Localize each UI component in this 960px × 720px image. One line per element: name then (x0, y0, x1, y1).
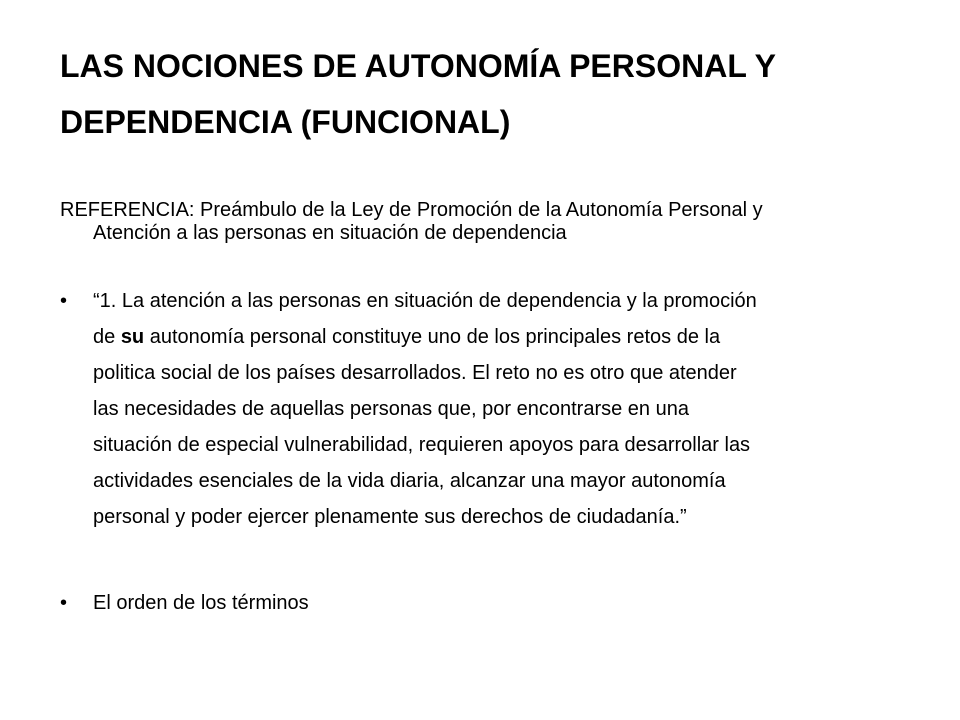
bullet-icon: • (60, 290, 68, 312)
quote-text (93, 283, 923, 535)
slide-title-line-2: DEPENDENCIA (FUNCIONAL) (60, 104, 511, 140)
quote-line-3: politica social de los países desarrollados. El reto no es otro que atender (93, 362, 737, 384)
quote-bold-word: su (120, 326, 145, 348)
quote-line-7: personal y poder ejercer plenamente sus derechos de ciudadanía.” (93, 506, 687, 528)
quote-line-5: situación de especial vulnerabilidad, requieren apoyos para desarrollar las (93, 434, 751, 456)
terms-body (93, 585, 923, 621)
quote-line-1: “1. La atención a las personas en situación de dependencia y la promoción (93, 290, 757, 312)
quote-line-2-end: autonomía personal constituye uno de los principales retos de la (144, 326, 721, 348)
quote-line-2-start: de (93, 326, 121, 348)
reference-line-2: Atención a las personas en situación de dependencia (93, 222, 567, 244)
reference-line-1: REFERENCIA: Preámbulo de la Ley de Promoción de la Autonomía Personal y (60, 199, 763, 221)
slide-title-line-1: LAS NOCIONES DE AUTONOMÍA PERSONAL Y (60, 48, 776, 84)
quote-line-4: las necesidades de aquellas personas que, por encontrarse en una (93, 398, 689, 420)
quote-line-6: actividades esenciales de la vida diaria, alcanzar una mayor autonomía (93, 470, 726, 492)
quote-line-2 (93, 319, 923, 355)
terms-text: El orden de los términos (93, 592, 309, 614)
reference-paragraph (60, 199, 920, 245)
bullet-icon: • (60, 592, 68, 614)
slide-title (60, 38, 920, 150)
